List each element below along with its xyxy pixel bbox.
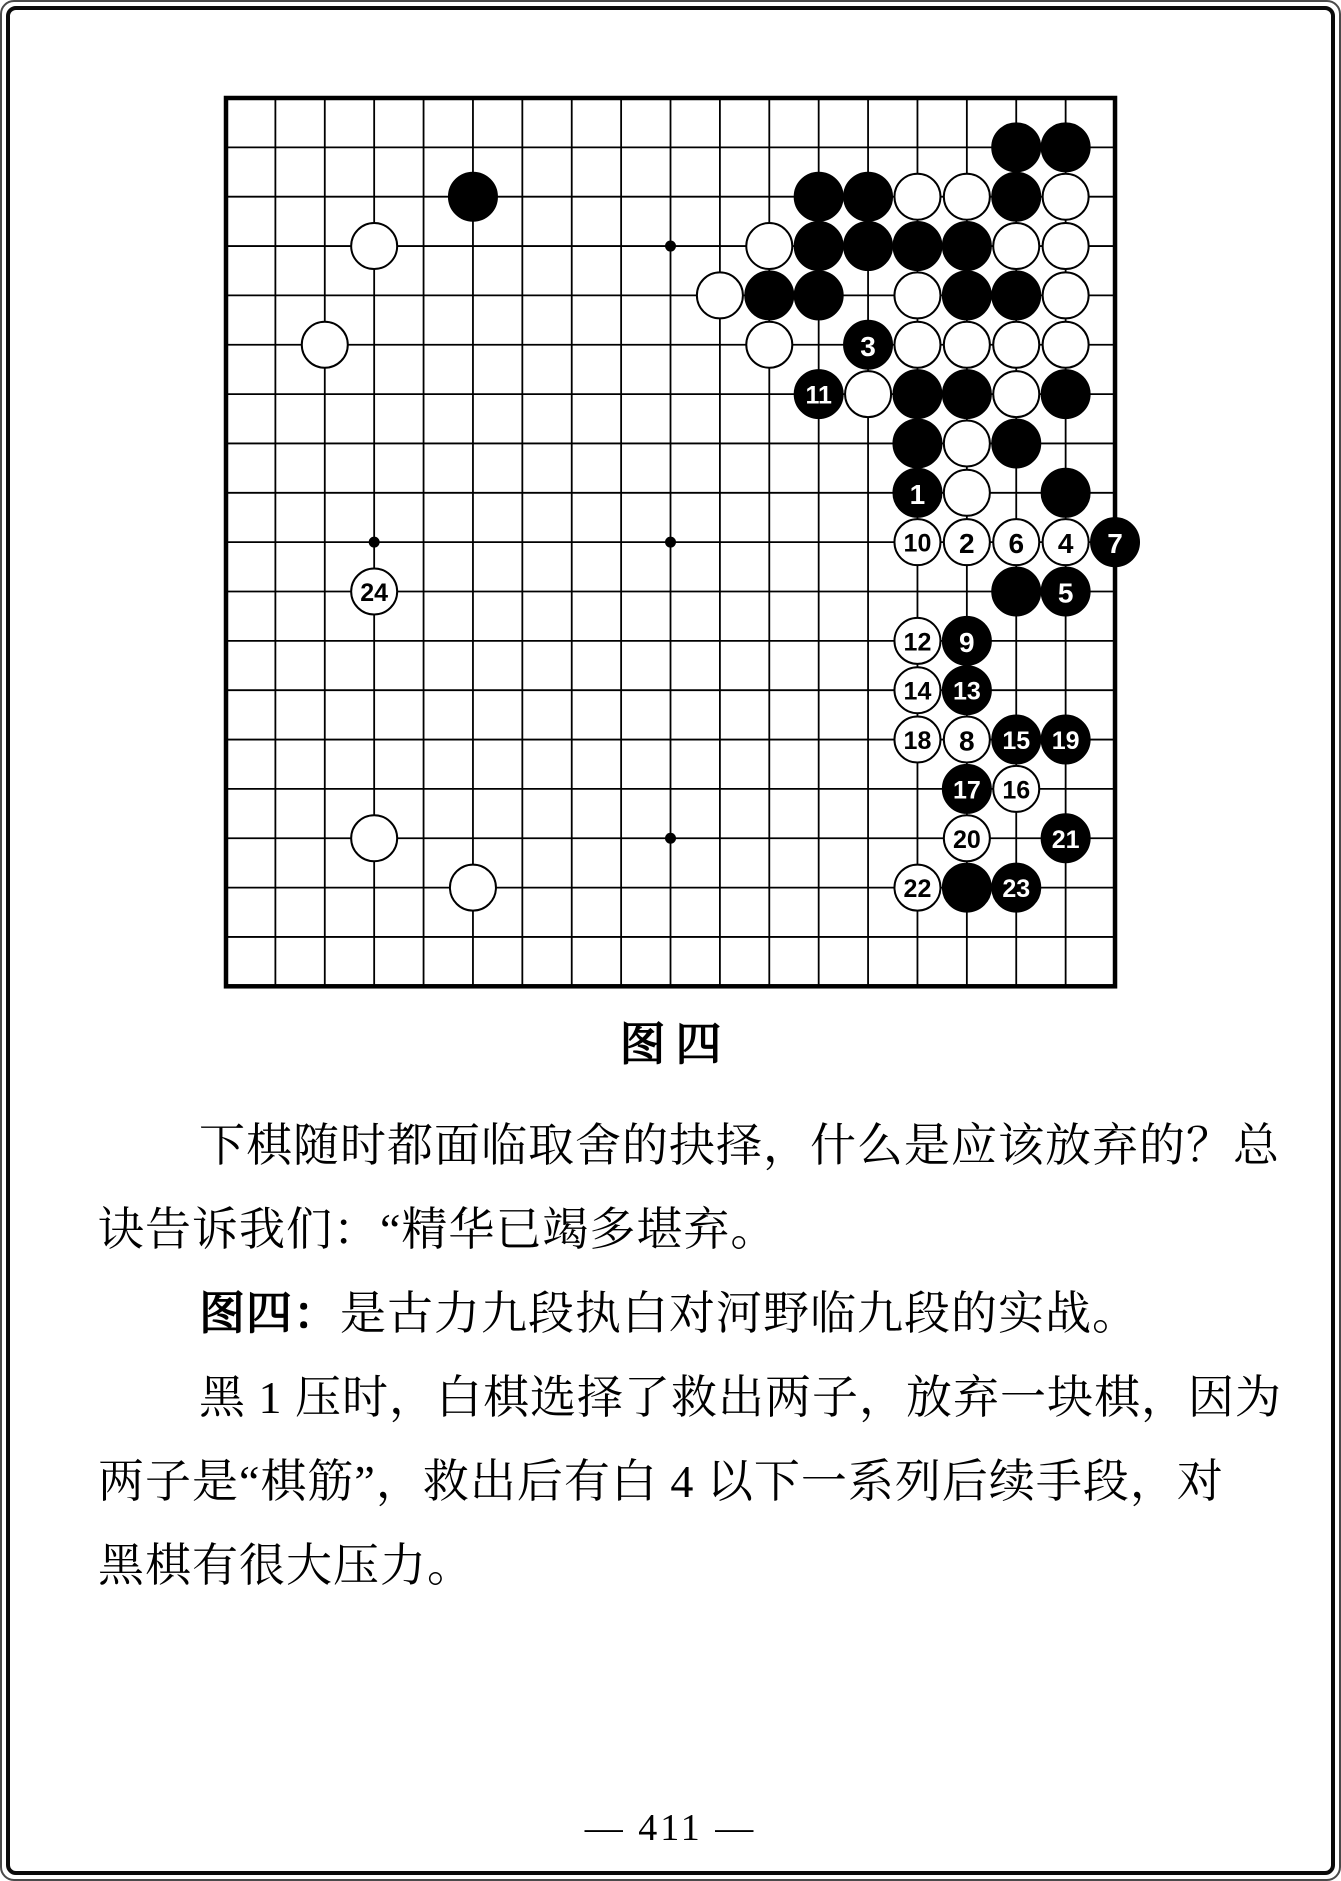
white-stone <box>944 174 990 220</box>
text-line-1-body: 下棋随时都面临取舍的抉择，什么是应该放弃的？总 <box>199 1120 1280 1171</box>
black-stone <box>844 222 892 270</box>
text-line-4-body: 黑 1 压时，白棋选择了救出两子，放弃一块棋，因为 <box>199 1372 1282 1423</box>
white-stone <box>450 865 496 911</box>
stone-number: 20 <box>952 825 981 854</box>
black-stone <box>893 222 941 270</box>
text-line-2-body: 诀告诉我们：“精华已竭多堪弃。 <box>98 1204 778 1255</box>
black-stone <box>1042 370 1090 418</box>
black-stone <box>943 222 991 270</box>
page-number: — 411 — <box>584 1807 757 1849</box>
black-stone <box>943 864 991 912</box>
white-stone <box>351 223 397 269</box>
star-point <box>665 241 676 252</box>
black-stone <box>745 271 793 319</box>
stone-number: 19 <box>1051 727 1080 756</box>
white-stone <box>993 322 1039 368</box>
white-stone <box>697 272 743 318</box>
stone-number: 21 <box>1051 825 1080 854</box>
stone-number: 5 <box>1057 577 1074 609</box>
go-board-diagram <box>150 30 1210 1060</box>
stone-number: 11 <box>805 381 832 410</box>
black-stone <box>893 370 941 418</box>
stone-number: 9 <box>959 626 975 658</box>
black-stone <box>893 419 941 467</box>
black-stone <box>1042 123 1090 171</box>
star-point <box>665 833 676 844</box>
black-stone <box>1042 469 1090 517</box>
stone-number: 6 <box>1008 528 1025 560</box>
stone-number: 24 <box>360 579 389 607</box>
black-stone <box>449 173 497 221</box>
text-line-5-body: 两子是“棋筋”，救出后有白 4 以下一系列后续手段，对 <box>98 1456 1224 1507</box>
text-line-3-lead: 图四： <box>199 1288 340 1339</box>
text-line-6-body: 黑棋有很大压力。 <box>98 1540 474 1591</box>
white-stone <box>1043 223 1089 269</box>
black-stone <box>992 173 1040 221</box>
text-line-1 <box>98 1104 1280 1188</box>
text-line-2 <box>98 1188 1228 1272</box>
star-point <box>665 537 676 548</box>
stone-number: 23 <box>1002 875 1031 904</box>
star-point <box>369 537 380 548</box>
stone-number: 3 <box>860 330 876 362</box>
stone-number: 14 <box>903 677 932 706</box>
white-stone <box>1043 174 1089 220</box>
white-stone <box>993 223 1039 269</box>
white-stone <box>944 322 990 368</box>
stone-number: 17 <box>952 776 981 805</box>
black-stone <box>943 370 991 418</box>
white-stone <box>894 272 940 318</box>
white-stone <box>944 420 990 466</box>
black-stone <box>992 271 1040 319</box>
text-line-6 <box>98 1524 1228 1608</box>
stone-number: 8 <box>959 725 975 757</box>
black-stone <box>943 271 991 319</box>
text-line-3 <box>98 1272 1228 1356</box>
white-stone <box>1043 272 1089 318</box>
white-stone <box>351 815 397 861</box>
diagram-caption: 图四 <box>619 1018 732 1070</box>
stone-number: 12 <box>903 628 932 657</box>
white-stone <box>1043 322 1089 368</box>
white-stone <box>944 470 990 516</box>
stone-number: 7 <box>1107 528 1123 560</box>
stone-number: 2 <box>959 528 975 560</box>
white-stone <box>746 223 792 269</box>
white-stone <box>894 174 940 220</box>
stone-number: 4 <box>1057 528 1074 560</box>
black-stone <box>992 123 1040 171</box>
stone-number: 16 <box>1002 776 1031 805</box>
stone-number: 18 <box>903 727 932 756</box>
black-stone <box>795 222 843 270</box>
white-stone <box>845 371 891 417</box>
text-line-4 <box>98 1356 1282 1440</box>
black-stone <box>844 173 892 221</box>
stone-number: 1 <box>909 478 926 510</box>
text-line-5 <box>98 1440 1228 1524</box>
stone-number: 13 <box>952 677 981 706</box>
white-stone <box>746 322 792 368</box>
black-stone <box>992 419 1040 467</box>
stone-number: 22 <box>903 875 932 904</box>
white-stone <box>993 371 1039 417</box>
white-stone <box>302 322 348 368</box>
black-stone <box>795 173 843 221</box>
white-stone <box>894 322 940 368</box>
stone-number: 15 <box>1002 727 1031 756</box>
text-line-3-body: 是古力九段执白对河野临九段的实战。 <box>340 1288 1139 1339</box>
black-stone <box>795 271 843 319</box>
stone-number: 10 <box>903 529 932 558</box>
black-stone <box>992 568 1040 616</box>
body-text <box>98 1104 1282 1608</box>
